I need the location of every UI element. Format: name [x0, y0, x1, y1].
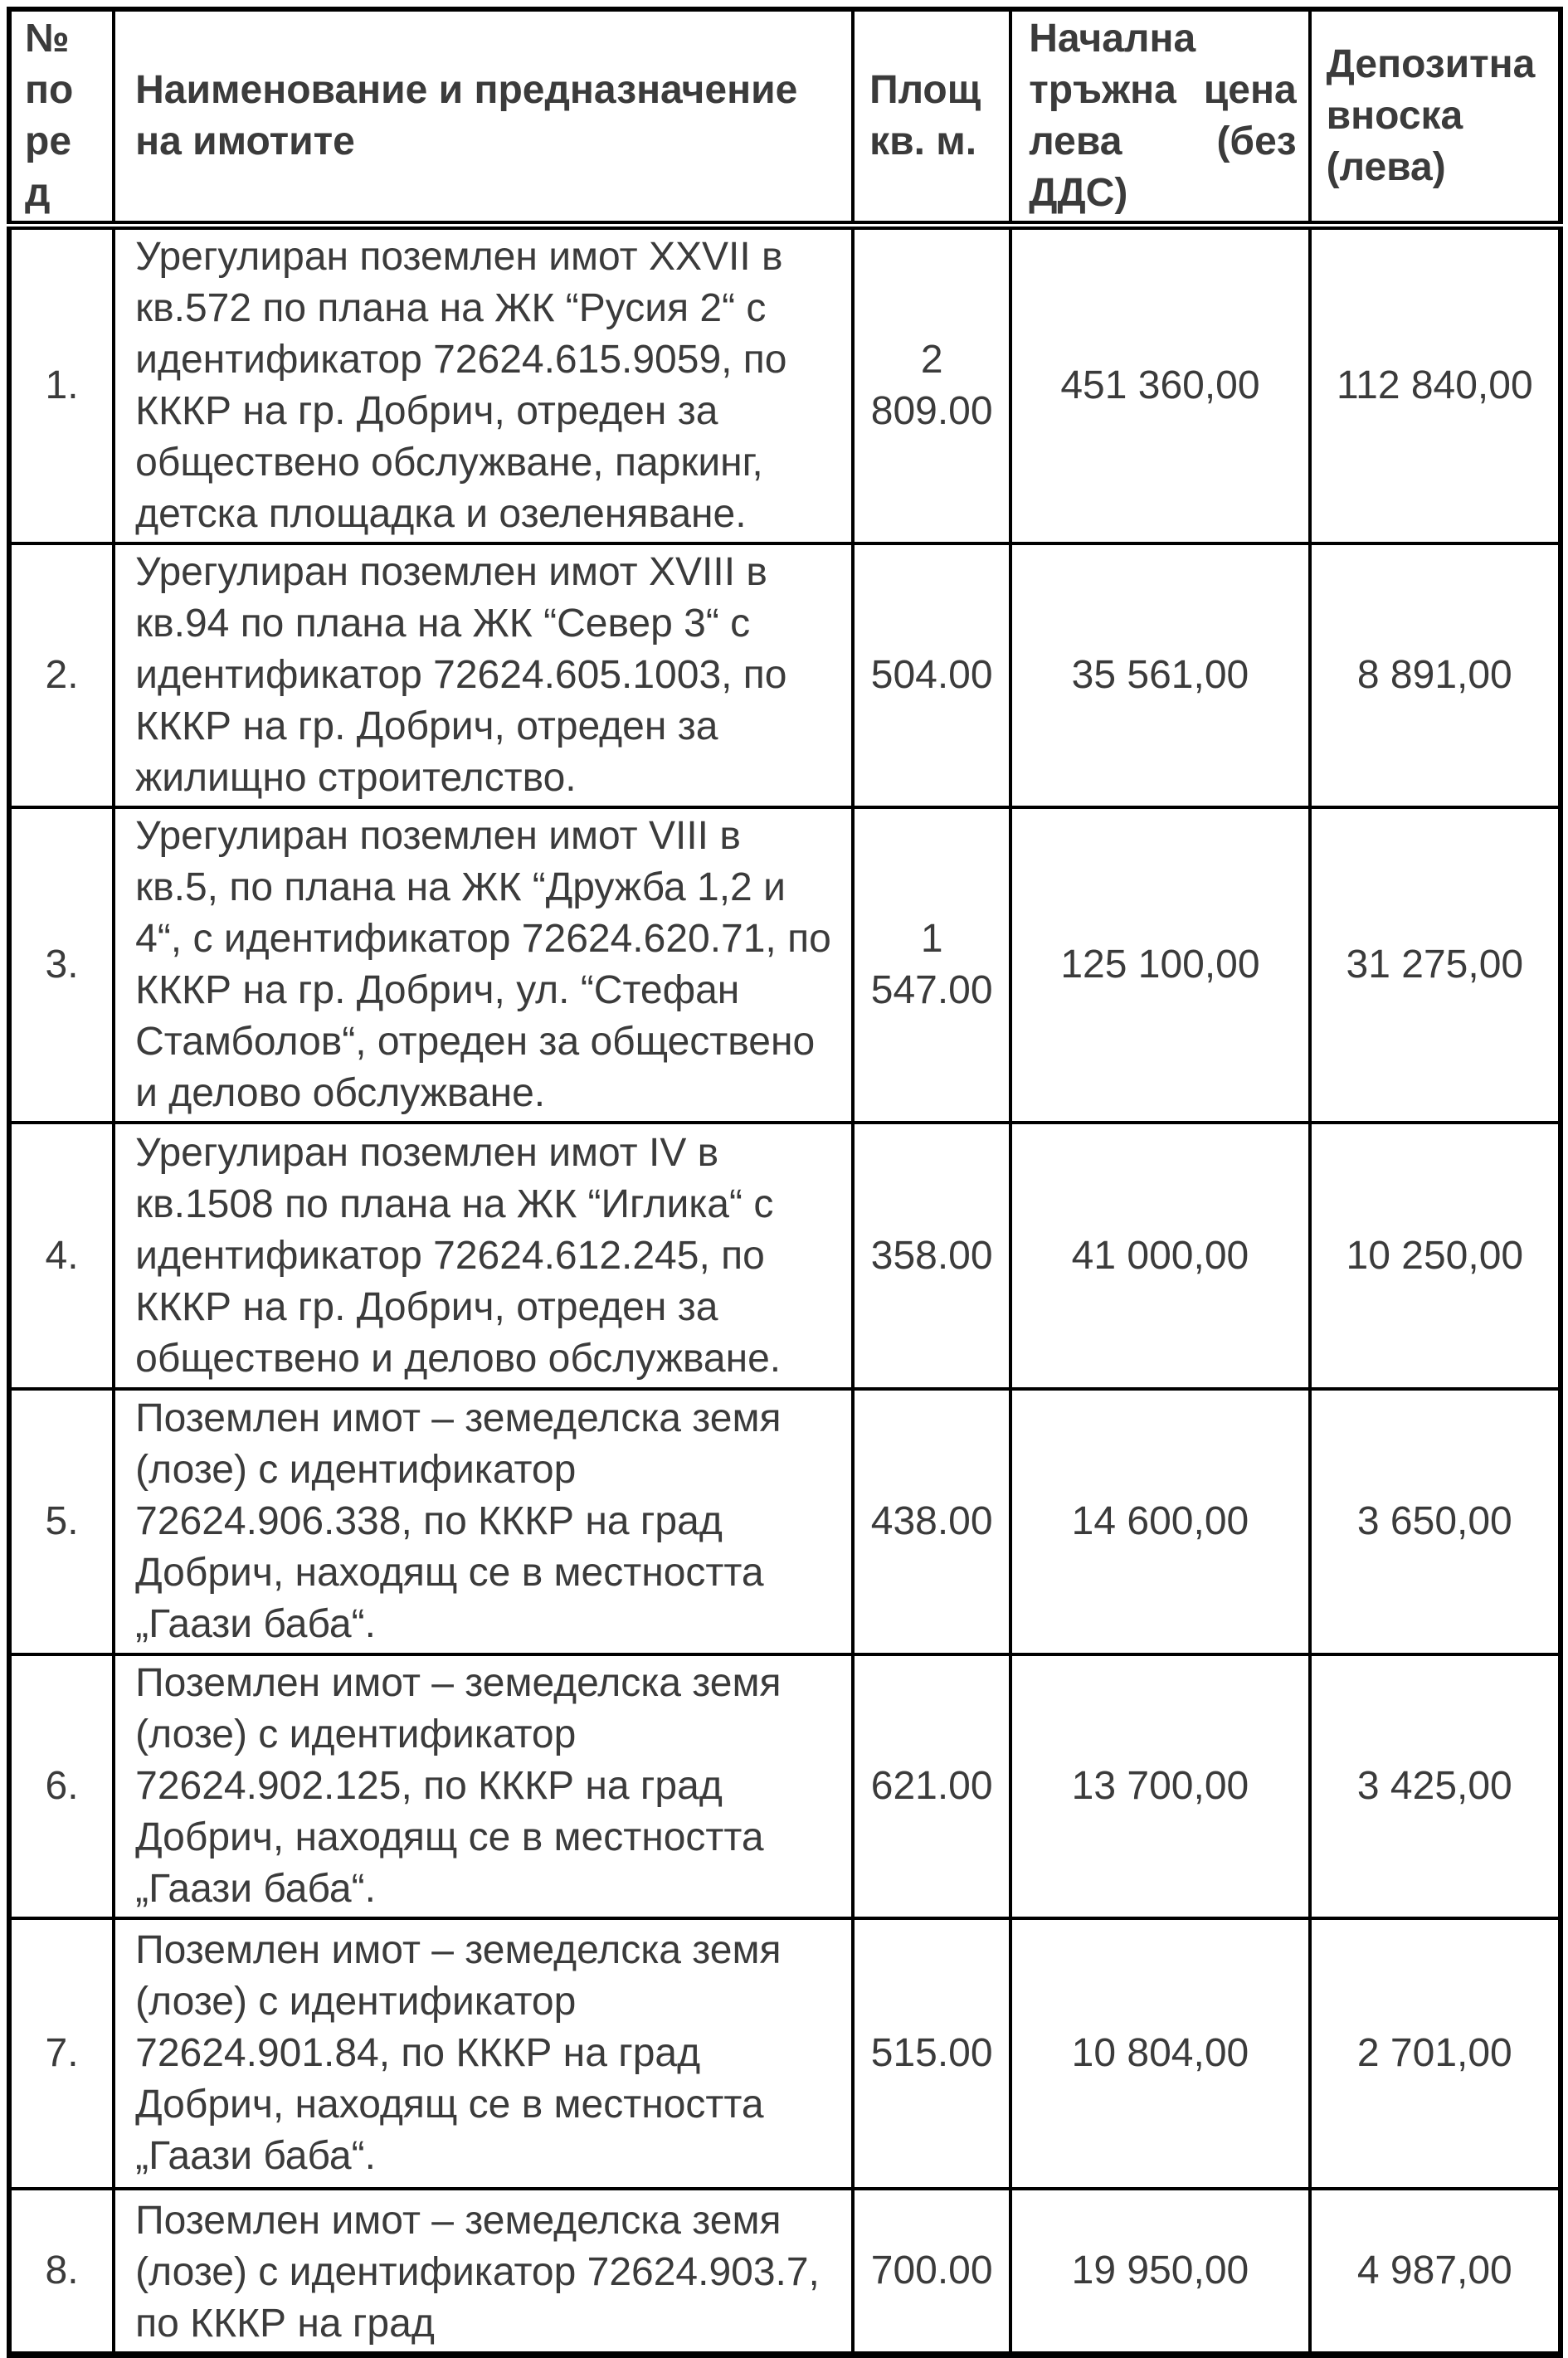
row-number: 7. [9, 1918, 114, 2189]
property-area: 2 809.00 [853, 226, 1010, 544]
column-header-deposit: Депозитна вноска (лева) [1310, 9, 1561, 226]
property-description: Поземлен имот – земеделска земя (лозе) с идентификатор 72624.903.7, по КККР на град [114, 2189, 853, 2356]
table-row [9, 1123, 1561, 1389]
start-price: 41 000,00 [1010, 1123, 1309, 1389]
start-price: 14 600,00 [1010, 1389, 1309, 1654]
deposit-amount: 8 891,00 [1310, 543, 1561, 807]
header-row [9, 9, 1561, 226]
start-price: 451 360,00 [1010, 226, 1309, 544]
property-area: 504.00 [853, 543, 1010, 807]
deposit-amount: 3 650,00 [1310, 1389, 1561, 1654]
property-description: Поземлен имот – земеделска земя (лозе) с идентификатор 72624.902.125, по КККР на град Добрич, находящ се в местността „Гаази баба“. [114, 1654, 853, 1918]
table-row [9, 543, 1561, 807]
property-description: Урегулиран поземлен имот XVIII в кв.94 по плана на ЖК “Север 3“ с идентификатор 72624.605.1003, по КККР на гр. Добрич, отреден за жилищно строителство. [114, 543, 853, 807]
table-row [9, 1918, 1561, 2189]
deposit-amount: 112 840,00 [1310, 226, 1561, 544]
property-description: Поземлен имот – земеделска земя (лозе) с идентификатор 72624.901.84, по КККР на град Добрич, находящ се в местността „Гаази баба“. [114, 1918, 853, 2189]
property-area: 438.00 [853, 1389, 1010, 1654]
table-row [9, 226, 1561, 544]
row-number: 5. [9, 1389, 114, 1654]
table-row [9, 2189, 1561, 2356]
row-number: 2. [9, 543, 114, 807]
table-row [9, 1389, 1561, 1654]
property-area: 700.00 [853, 2189, 1010, 2356]
property-description: Урегулиран поземлен имот IV в кв.1508 по плана на ЖК “Иглика“ с идентификатор 72624.612.245, по КККР на гр. Добрич, отреден за обществено и делово обслужване. [114, 1123, 853, 1389]
table-row [9, 807, 1561, 1123]
row-number: 1. [9, 226, 114, 544]
table-body [9, 226, 1561, 2357]
start-price: 10 804,00 [1010, 1918, 1309, 2189]
property-area: 621.00 [853, 1654, 1010, 1918]
table-header [9, 9, 1561, 226]
row-number: 4. [9, 1123, 114, 1389]
property-description: Поземлен имот – земеделска земя (лозе) с идентификатор 72624.906.338, по КККР на град Добрич, находящ се в местността „Гаази баба“. [114, 1389, 853, 1654]
property-area: 1 547.00 [853, 807, 1010, 1123]
deposit-amount: 3 425,00 [1310, 1654, 1561, 1918]
row-number: 8. [9, 2189, 114, 2356]
property-area: 515.00 [853, 1918, 1010, 2189]
column-header-start-price: Начална тръжна цена лева (без ДДС) [1010, 9, 1309, 226]
table-row [9, 1654, 1561, 1918]
deposit-amount: 4 987,00 [1310, 2189, 1561, 2356]
deposit-amount: 31 275,00 [1310, 807, 1561, 1123]
start-price: 125 100,00 [1010, 807, 1309, 1123]
column-header-number: № по ред [9, 9, 114, 226]
deposit-amount: 2 701,00 [1310, 1918, 1561, 2189]
row-number: 3. [9, 807, 114, 1123]
property-description: Урегулиран поземлен имот XXVII в кв.572 по плана на ЖК “Русия 2“ с идентификатор 72624.615.9059, по КККР на гр. Добрич, отреден за обществено обслужване, паркинг, детска площадка и озеленяване. [114, 226, 853, 544]
column-header-area: Площ кв. м. [853, 9, 1010, 226]
start-price: 19 950,00 [1010, 2189, 1309, 2356]
property-description: Урегулиран поземлен имот VIII в кв.5, по плана на ЖК “Дружба 1,2 и 4“, с идентификатор 72624.620.71, по КККР на гр. Добрич, ул. “Стефан Стамболов“, отреден за обществено и делово обслужване. [114, 807, 853, 1123]
column-header-name-purpose: Наименование и предназначение на имотите [114, 9, 853, 226]
row-number: 6. [9, 1654, 114, 1918]
start-price: 13 700,00 [1010, 1654, 1309, 1918]
deposit-amount: 10 250,00 [1310, 1123, 1561, 1389]
property-auction-table [7, 7, 1563, 2358]
start-price: 35 561,00 [1010, 543, 1309, 807]
property-area: 358.00 [853, 1123, 1010, 1389]
